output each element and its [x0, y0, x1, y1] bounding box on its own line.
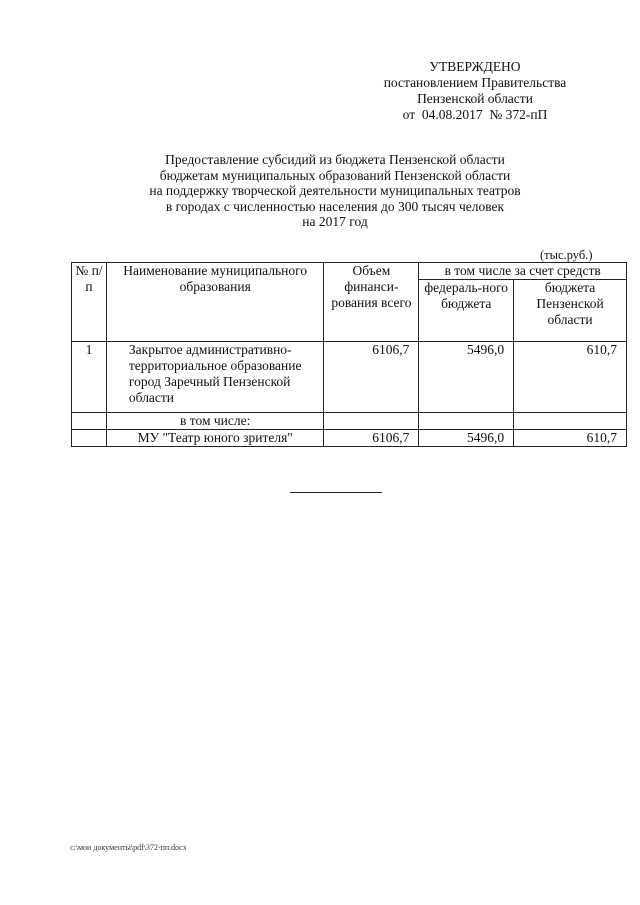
subsidy-table [71, 262, 627, 447]
cell-name: Закрытое административно-территориальное образование город Заречный Пензенской области [106, 342, 324, 413]
approval-heading: УТВЕРЖДЕНО [429, 59, 521, 74]
title-line-1: Предоставление субсидий из бюджета Пензенской области [165, 152, 505, 167]
cell-regional: 610,7 [514, 342, 627, 413]
cell-total: 6106,7 [324, 342, 419, 413]
header-row-1 [72, 263, 627, 280]
header-group: в том числе за счет средств [419, 263, 627, 280]
cell-federal: 5496,0 [419, 430, 514, 447]
title-line-2: бюджетам муниципальных образований Пензенской области [159, 167, 511, 183]
approval-line-2: постановлением Правительства [383, 75, 567, 90]
title-line-3: на поддержку творческой деятельности муниципальных театров [149, 183, 521, 198]
cell-num: 1 [72, 342, 107, 413]
cell-name: МУ "Театр юного зрителя" [106, 430, 324, 447]
cell-total: 6106,7 [324, 430, 419, 447]
cell-federal [419, 413, 514, 430]
cell-federal: 5496,0 [419, 342, 514, 413]
header-num: № п/п [72, 263, 107, 342]
units-label: (тыс.руб.) [540, 248, 593, 262]
approval-date-number: от 04.08.2017 № 372-пП [402, 107, 548, 122]
table-row [72, 430, 627, 447]
table-row [72, 342, 627, 413]
header-federal: федераль-ного бюджета [419, 280, 514, 342]
header-regional: бюджета Пензенской области [514, 280, 627, 342]
end-separator-line [290, 492, 382, 493]
cell-name: в том числе: [106, 413, 324, 430]
cell-num [72, 413, 107, 430]
title-line-5: на 2017 год [302, 214, 368, 229]
title-line-4: в городах с численностью населения до 300 тысяч человек [165, 198, 505, 214]
approval-stamp [360, 59, 590, 123]
header-total: Объем финанси-рования всего [324, 263, 419, 342]
file-path-footer: c:\мои документы\pdf\372-пп.docx [70, 843, 187, 852]
cell-total [324, 413, 419, 430]
header-name: Наименование муниципального образования [106, 263, 324, 342]
table-row [72, 413, 627, 430]
cell-regional [514, 413, 627, 430]
document-title [110, 152, 560, 230]
cell-regional: 610,7 [514, 430, 627, 447]
cell-num [72, 430, 107, 447]
approval-line-3: Пензенской области [417, 91, 533, 106]
